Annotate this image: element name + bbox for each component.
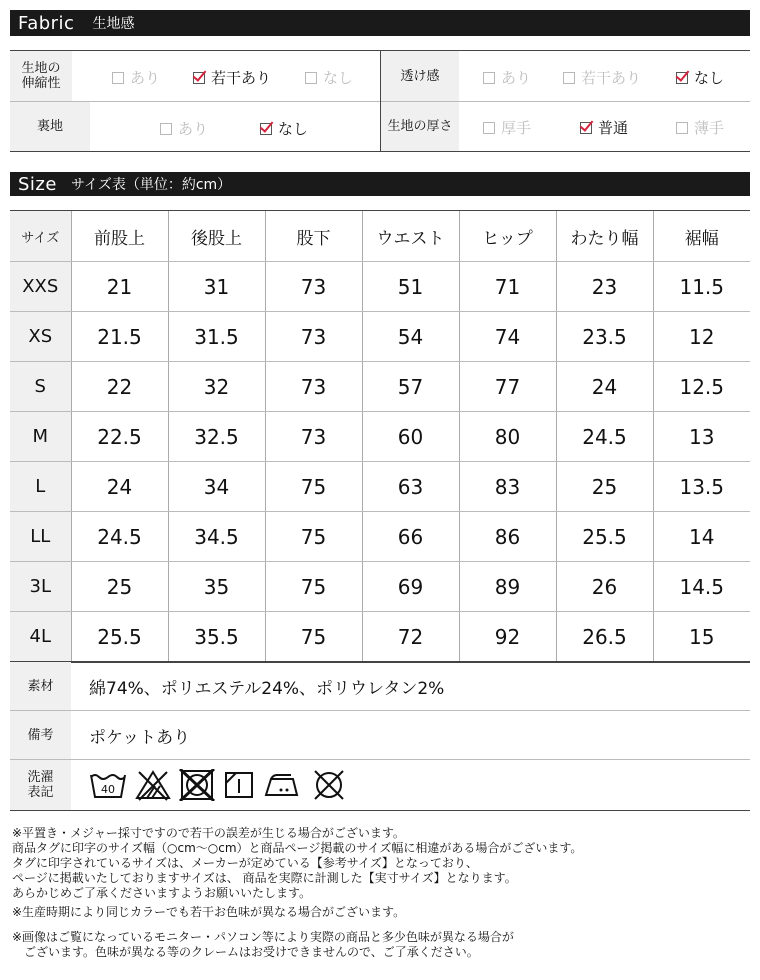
size-cell: 24.5 [71,512,168,562]
size-cell: 60 [362,412,459,462]
size-cell: 25 [556,462,653,512]
size-cell: 22.5 [71,412,168,462]
size-cell: 24 [556,362,653,412]
size-cell: 73 [265,412,362,462]
size-cell: 83 [459,462,556,512]
size-table-row [10,362,750,412]
size-cell: 22 [71,362,168,412]
note-line: 商品タグに印字のサイズ幅（○cm〜○cm）と商品ページ掲載のサイズ幅に相違がある場合がございます。 [12,841,583,855]
size-cell: 86 [459,512,556,562]
checkbox-icon [160,123,172,135]
size-row-label: XXS [10,262,71,312]
sheer-option-ari: あり [483,67,531,88]
size-cell: 21.5 [71,312,168,362]
column-header: わたり幅 [556,211,653,262]
wash-temp-text: 40 [101,783,115,796]
lining-label: 裏地 [10,102,90,151]
size-cell: 35 [168,562,265,612]
checkbox-icon [483,72,495,84]
iron-low-icon [263,769,303,801]
column-header: 前股上 [71,211,168,262]
drip-dry-shade-icon [223,769,255,801]
size-cell: 73 [265,262,362,312]
fabric-header-en: Fabric [18,12,75,34]
size-cell: 71 [459,262,556,312]
size-cell: 75 [265,512,362,562]
size-cell: 13.5 [653,462,750,512]
size-cell: 57 [362,362,459,412]
stretch-option-slight: 若干あり [193,67,271,88]
size-cell: 11.5 [653,262,750,312]
size-table-row [10,312,750,362]
size-cell: 25.5 [556,512,653,562]
material-row [10,662,750,711]
note-line: ※生産時期により同じカラーでも若干お色味が異なる場合がございます。 [12,905,406,919]
size-cell: 34 [168,462,265,512]
stretch-option-ari: あり [112,67,160,88]
thickness-label: 生地の厚さ [381,102,459,151]
size-cell: 31 [168,262,265,312]
checkbox-icon [580,122,592,134]
size-cell: 32 [168,362,265,412]
checkbox-icon [563,72,575,84]
no-tumble-dry-icon [179,769,215,801]
size-cell: 92 [459,612,556,663]
size-cell: 54 [362,312,459,362]
size-table-row [10,512,750,562]
column-header: ウエスト [362,211,459,262]
size-cell: 24.5 [556,412,653,462]
thickness-option-thick: 厚手 [483,117,531,138]
stretch-option-nashi: なし [305,67,353,88]
size-cell: 21 [71,262,168,312]
size-table-row [10,462,750,512]
care-row [10,760,750,811]
checkbox-icon [112,72,124,84]
size-cell: 25 [71,562,168,612]
sheer-label: 透け感 [381,51,459,101]
checkbox-icon [260,123,272,135]
size-cell: 31.5 [168,312,265,362]
care-label: 洗濯 表記 [10,760,71,810]
column-header: 裾幅 [653,211,750,262]
size-cell: 23.5 [556,312,653,362]
checkbox-icon [483,122,495,134]
checkbox-icon [305,72,317,84]
size-cell: 12 [653,312,750,362]
material-label: 素材 [10,662,71,710]
thickness-option-normal: 普通 [580,117,628,138]
size-table-row [10,262,750,312]
size-cell: 69 [362,562,459,612]
checkbox-icon [676,72,688,84]
size-cell: 35.5 [168,612,265,663]
size-cell: 75 [265,612,362,663]
size-cell: 32.5 [168,412,265,462]
size-cell: 13 [653,412,750,462]
size-cell: 63 [362,462,459,512]
size-cell: 73 [265,312,362,362]
size-cell: 23 [556,262,653,312]
size-cell: 75 [265,562,362,612]
lining-option-nashi: なし [260,118,308,139]
remarks-row [10,711,750,760]
size-table-row [10,612,750,663]
thickness-option-thin: 薄手 [676,117,724,138]
size-header-jp: サイズ表（単位：約cm） [70,177,232,193]
fabric-section-header [10,10,750,36]
care-icons [89,769,347,801]
stretch-label: 生地の 伸縮性 [10,51,72,101]
note-line: あらかじめご了承くださいますようお願いいたします。 [12,886,312,900]
column-header: 後股上 [168,211,265,262]
size-cell: 24 [71,462,168,512]
size-table-row [10,562,750,612]
column-header: 股下 [265,211,362,262]
size-row-label: XS [10,312,71,362]
no-dry-clean-icon [311,769,347,801]
size-row-label: M [10,412,71,462]
size-cell: 15 [653,612,750,663]
size-cell: 51 [362,262,459,312]
size-cell: 77 [459,362,556,412]
size-header-en: Size [18,173,57,195]
size-row-label: 4L [10,612,71,663]
size-cell: 72 [362,612,459,663]
lining-option-ari: あり [160,118,208,139]
no-bleach-icon [135,769,171,801]
size-table [10,210,750,663]
checkbox-icon [193,72,205,84]
note-line: タグに印字されているサイズは、メーカーが定めている【参考サイズ】となっており、 [12,856,478,870]
size-cell: 73 [265,362,362,412]
note-line: ございます。色味が異なる等のクレームはお受けできませんので、ご了承ください。 [12,945,479,959]
size-cell: 14.5 [653,562,750,612]
size-cell: 14 [653,512,750,562]
column-header: ヒップ [459,211,556,262]
sheer-option-nashi: なし [676,67,724,88]
size-cell: 26 [556,562,653,612]
remarks-label: 備考 [10,711,71,759]
size-cell: 25.5 [71,612,168,663]
column-header: サイズ [10,211,71,262]
remarks-value: ポケットあり [89,727,191,748]
material-value: 綿74%、ポリエステル24%、ポリウレタン2% [89,678,445,699]
sheer-option-slight: 若干あり [563,67,641,88]
size-cell: 80 [459,412,556,462]
size-row-label: LL [10,512,71,562]
size-row-label: S [10,362,71,412]
fabric-header-jp: 生地感 [92,16,135,32]
notes-block [12,826,752,960]
checkbox-icon [676,122,688,134]
size-cell: 74 [459,312,556,362]
note-line: ページに掲載いたしておりますサイズは、 商品を実際に計測した【実寸サイズ】となります。 [12,871,517,885]
fabric-table [10,50,750,152]
size-table-header-row [10,211,750,262]
size-row-label: L [10,462,71,512]
size-cell: 26.5 [556,612,653,663]
size-cell: 12.5 [653,362,750,412]
wash-40-icon [89,769,127,801]
size-section-header [10,172,750,196]
size-row-label: 3L [10,562,71,612]
size-cell: 89 [459,562,556,612]
size-cell: 66 [362,512,459,562]
note-line: ※画像はご覧になっているモニター・パソコン等により実際の商品と多少色味が異なる場合が [12,930,514,944]
size-cell: 75 [265,462,362,512]
size-cell: 34.5 [168,512,265,562]
note-line: ※平置き・メジャー採寸ですので若干の誤差が生じる場合がございます。 [12,826,405,840]
size-table-row [10,412,750,462]
